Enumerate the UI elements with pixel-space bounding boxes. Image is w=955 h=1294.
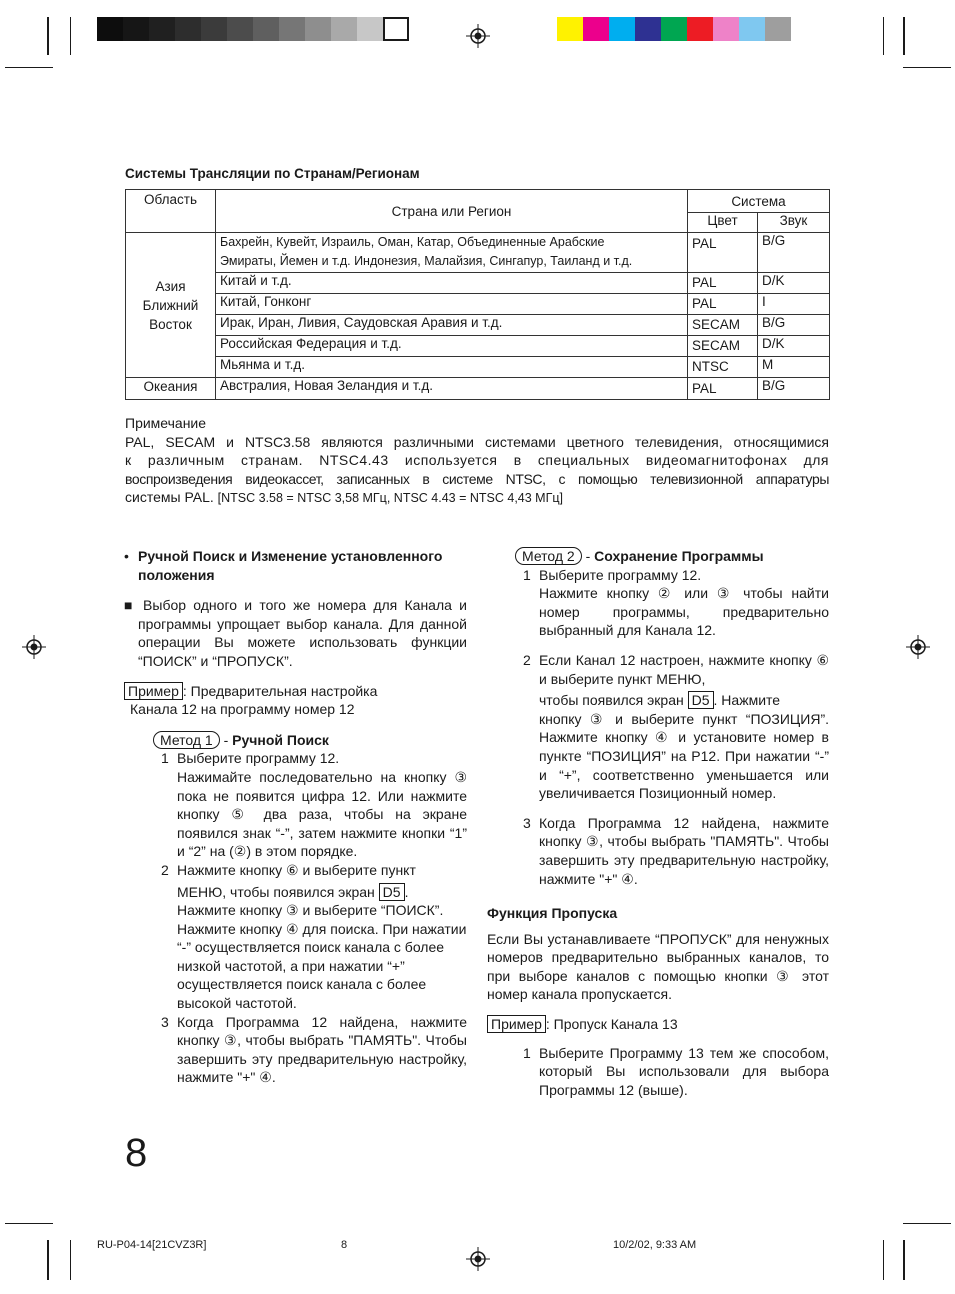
step-number: 3 — [161, 1013, 169, 1030]
sound-system: B/G — [758, 233, 830, 273]
color-swatch — [583, 17, 609, 41]
color-swatch — [635, 17, 661, 41]
crop-mark — [883, 1240, 884, 1280]
table-title: Системы Трансляции по Странам/Регионам — [125, 166, 420, 181]
color-swatch — [97, 17, 123, 41]
sound-system: M — [758, 357, 830, 378]
header-area: Область — [126, 190, 216, 233]
example-label: Пример — [124, 682, 183, 700]
note-line: к различным странам. NTSC4.43 используется в специальных видеомагнитофонах для — [125, 452, 829, 468]
section-title-line: Ручной Поиск и Изменение установленного — [138, 548, 443, 564]
color-swatch — [765, 17, 791, 41]
note-line: воспроизведения видеокассет, записанных в системе NTSC, с помощью телевизионной аппаратуры — [125, 470, 829, 487]
step-number: 2 — [161, 861, 169, 878]
step-text: Выберите программу 12. — [177, 750, 340, 767]
color-swatch — [279, 17, 305, 41]
country-cell: Ирак, Иран, Ливия, Саудовская Аравия и т.д. — [216, 315, 688, 336]
method-title: Сохранение Программы — [594, 548, 764, 564]
sound-system: I — [758, 294, 830, 315]
method-title: Ручной Поиск — [232, 731, 329, 748]
registration-mark-icon — [22, 635, 46, 659]
sound-system: D/K — [758, 336, 830, 357]
registration-mark-icon — [466, 1247, 490, 1271]
screen-code-box: D5 — [688, 691, 714, 709]
crop-mark — [883, 17, 884, 55]
step-number: 1 — [523, 1044, 531, 1061]
step-1 — [487, 566, 829, 640]
screen-code-box: D5 — [379, 883, 405, 901]
country-cell: Китай и т.д. — [216, 273, 688, 294]
step-text: кнопку ③ и выберите пункт “ПОЗИЦИЯ”. Нажмите кнопку ④ и установите номер в пункте “ПОЗИЦИЯ” на P12. При нажатии “-” и “+”, соответственно уменьшается или увеличивается Позиционный номер. — [539, 710, 829, 802]
color-swatch — [609, 17, 635, 41]
crop-mark — [5, 1223, 53, 1224]
crop-mark — [70, 17, 71, 55]
color-swatch — [357, 17, 383, 41]
step-2 — [124, 861, 467, 1013]
color-system: PAL — [688, 378, 758, 400]
color-system: PAL — [688, 294, 758, 315]
step-text: Если Канал 12 настроен, нажмите кнопку ⑥ и выберите пункт МЕНЮ, — [539, 651, 829, 687]
color-swatch — [149, 17, 175, 41]
footer-timestamp: 10/2/02, 9:33 AM — [613, 1239, 697, 1251]
registration-mark-icon — [906, 635, 930, 659]
color-swatch — [175, 17, 201, 41]
color-system: SECAM — [688, 336, 758, 357]
sound-system: D/K — [758, 273, 830, 294]
color-swatch — [331, 17, 357, 41]
step-text: Когда Программа 12 найдена, нажмите кнопку ③, чтобы выбрать "ПАМЯТЬ". Чтобы завершить эту предварительную настройку, нажмите "+" ④. — [177, 1013, 467, 1086]
country-cell: Российская Федерация и т.д. — [216, 336, 688, 357]
country-cell — [216, 233, 688, 273]
country-cell: Китай, Гонконг — [216, 294, 688, 315]
crop-mark — [5, 67, 53, 68]
section-title-line: положения — [138, 566, 215, 583]
step-text: Выберите Программу 13 тем же способом, который Вы использовали для выбора Программы 12 (выше). — [539, 1044, 829, 1098]
step-text: Нажмите кнопку ② или ③ чтобы найти номер программы, предварительно выбранный для Канала 12. — [539, 585, 829, 639]
method-heading — [487, 547, 829, 566]
method-heading — [124, 731, 467, 750]
crop-mark — [903, 1240, 905, 1280]
sound-system: B/G — [758, 378, 830, 400]
color-swatch — [227, 17, 253, 41]
example-text: Канала 12 на программу номер 12 — [130, 701, 355, 718]
step-text: МЕНЮ, чтобы появился экран D5 . — [177, 883, 409, 900]
skip-function-text: Если Вы устанавливаете “ПРОПУСК” для ненужных номеров предварительно выбранных каналов, то при выборе каналов с помощью кнопки ③ этот номер канала пропускается. — [487, 930, 829, 1003]
note-line: PAL, SECAM и NTSC3.58 являются различными системами цветного телевидения, относящимися — [125, 433, 829, 450]
step-text-part: чтобы появился экран — [539, 692, 684, 709]
color-system: PAL — [688, 273, 758, 294]
footer-page: 8 — [341, 1239, 348, 1251]
region-oceania: Океания — [126, 378, 216, 400]
crop-mark — [903, 1223, 951, 1224]
example-line — [487, 1015, 829, 1034]
header-sound: Звук — [758, 213, 830, 233]
page-number: 8 — [125, 1131, 148, 1175]
step-text-part: . Нажмите — [713, 692, 781, 709]
note-text: системы PAL. — [125, 489, 214, 505]
left-column — [124, 547, 467, 1087]
crop-mark — [903, 17, 905, 55]
example-label: Пример — [487, 1015, 546, 1033]
crop-mark — [47, 17, 49, 55]
right-column — [487, 547, 829, 1099]
note-line — [125, 488, 829, 508]
step-1 — [124, 749, 467, 861]
country-line: Эмираты, Йемен и т.д. Индонезия, Малайзия, Сингапур, Таиланд и т.д. — [220, 254, 633, 268]
color-swatch — [687, 17, 713, 41]
country-line: Бахрейн, Кувейт, Израиль, Оман, Катар, Объединенные Арабские — [220, 235, 605, 249]
step-number: 1 — [161, 750, 169, 767]
header-color: Цвет — [688, 213, 758, 233]
example-step-1 — [487, 1044, 829, 1100]
step-text-part: МЕНЮ, чтобы появился экран — [177, 883, 375, 900]
color-system: SECAM — [688, 315, 758, 336]
grayscale-color-bar — [97, 17, 409, 41]
bullet: • — [124, 548, 129, 564]
note-frequency: [NTSC 3.58 = NTSC 3,58 МГц, NTSC 4.43 = NTSC 4,43 МГц] — [217, 491, 563, 505]
note-block — [125, 414, 829, 508]
example-text: : Пропуск Канала 13 — [545, 1016, 678, 1033]
method-label: Метод 2 — [515, 547, 582, 565]
skip-function-title: Функция Пропуска — [487, 905, 618, 922]
color-swatch — [661, 17, 687, 41]
intro-paragraph: ■ Выбор одного и того же номера для Канала и программы упрощает выбор канала. Для данной операции Вы можете использовать функции “ПОИСК” и “ПРОПУСК”. — [124, 597, 467, 669]
cmyk-color-bar — [557, 17, 791, 41]
crop-mark — [70, 1240, 71, 1280]
color-swatch — [201, 17, 227, 41]
example-text: : Предварительная настройка — [182, 682, 378, 699]
color-swatch — [739, 17, 765, 41]
step-3 — [487, 814, 829, 888]
region-asia-label: Азия Ближний Восток — [142, 278, 199, 332]
country-cell: Австралия, Новая Зеландия и т.д. — [216, 378, 688, 400]
country-cell: Мьянма и т.д. — [216, 357, 688, 378]
color-swatch — [123, 17, 149, 41]
step-number: 1 — [523, 566, 531, 583]
color-swatch — [305, 17, 331, 41]
step-text: Выберите программу 12. — [539, 566, 702, 583]
region-asia — [126, 233, 216, 378]
color-swatch — [253, 17, 279, 41]
registration-mark-icon — [466, 24, 490, 48]
crop-mark — [47, 1240, 49, 1280]
step-3 — [124, 1013, 467, 1087]
color-swatch — [383, 17, 409, 41]
note-heading: Примечание — [125, 415, 207, 431]
section-heading — [124, 547, 467, 584]
step-number: 2 — [523, 651, 531, 668]
header-country: Страна или Регион — [216, 190, 688, 233]
color-swatch — [557, 17, 583, 41]
method-separator: - — [585, 548, 591, 564]
step-2 — [487, 651, 829, 803]
method-label: Метод 1 — [153, 731, 220, 749]
sound-system: B/G — [758, 315, 830, 336]
color-system: PAL — [688, 233, 758, 273]
step-text: Нажмите кнопку ③ и выберите “ПОИСК”. Нажмите кнопку ④ для поиска. При нажатии “-” осуществляется поиск канала с более низкой частотой, а при нажатии “+” осуществляется поиск канала с более высокой частотой. — [177, 902, 467, 1012]
crop-mark — [903, 67, 951, 68]
step-text — [539, 691, 829, 710]
step-text: Нажмите кнопку ⑥ и выберите пункт — [177, 861, 416, 878]
step-number: 3 — [523, 814, 531, 831]
example-line — [124, 682, 467, 701]
step-text: Нажимайте последовательно на кнопку ③ пока не появится цифра 12. Или нажмите кнопку ⑤ два раза, чтобы на экране появился знак “-”, затем нажмите кнопки “1” и “2” на (②) в этом порядке. — [177, 768, 467, 860]
footer-file-id: RU-P04-14[21CVZ3R] — [97, 1239, 207, 1251]
method-separator: - — [223, 731, 229, 748]
header-system: Система — [688, 190, 830, 213]
step-text: Когда Программа 12 найдена, нажмите кнопку ③, чтобы выбрать "ПАМЯТЬ". Чтобы завершить эту предварительную настройку, нажмите "+" ④. — [539, 814, 829, 887]
broadcast-systems-table — [125, 189, 830, 400]
color-swatch — [713, 17, 739, 41]
color-system: NTSC — [688, 357, 758, 378]
